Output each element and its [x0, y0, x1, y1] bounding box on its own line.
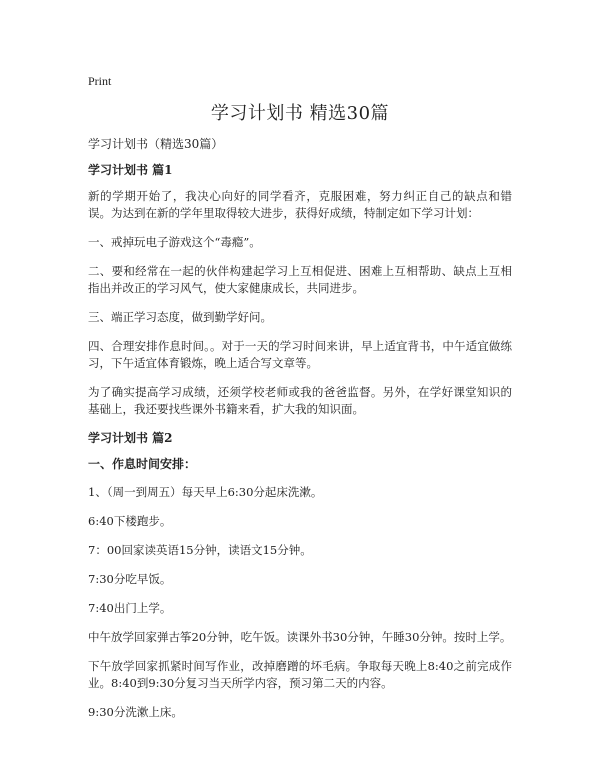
- section-1-paragraph: 四、合理安排作息时间。。对于一天的学习时间来讲，早上适宜背书，中午适宜做练习，下午适宜体育锻炼，晚上适合写文章等。: [88, 339, 512, 370]
- section-1-paragraph: 二、要和经常在一起的伙伴构建起学习上互相促进、困难上互相帮助、缺点上互相指出并改正的学习风气，使大家健康成长，共同进步。: [88, 264, 512, 295]
- section-2-heading: 学习计划书 篇2: [88, 431, 173, 445]
- section-2-paragraph: 7：00回家读英语15分钟，读语文15分钟。: [88, 543, 312, 557]
- section-2-paragraph: 1、（周一到周五）每天早上6:30分起床洗漱。: [88, 485, 323, 499]
- document-subtitle: 学习计划书（精选30篇）: [88, 137, 224, 151]
- section-2-paragraph: 7:40出门上学。: [88, 601, 172, 615]
- section-1-paragraph: 为了确实提高学习成绩，还须学校老师或我的爸爸监督。另外，在学好课堂知识的基础上，我还要找些课外书籍来看，扩大我的知识面。: [88, 385, 512, 416]
- section-2-paragraph: 9:30分洗漱上床。: [88, 705, 183, 719]
- section-1-heading: 学习计划书 篇1: [88, 163, 173, 177]
- section-2-subheading: 一、作息时间安排：: [88, 457, 197, 471]
- print-link[interactable]: Print: [88, 74, 112, 88]
- document-title: 学习计划书 精选30篇: [210, 103, 390, 124]
- section-1-paragraph: 三、端正学习态度，做到勤学好问。: [88, 310, 272, 324]
- section-2-paragraph: 7:30分吃早饭。: [88, 572, 172, 586]
- section-1-paragraph: 新的学期开始了，我决心向好的同学看齐，克服困难，努力纠正自己的缺点和错误。为达到在新的学年里取得较大进步，获得好成绩，特制定如下学习计划：: [88, 189, 512, 220]
- section-2-paragraph: 6:40下楼跑步。: [88, 514, 172, 528]
- section-2-paragraph: 中午放学回家弹古筝20分钟，吃午饭。读课外书30分钟，午睡30分钟。按时上学。: [88, 630, 512, 644]
- section-1-paragraph: 一、戒掉玩电子游戏这个“毒瘾”。: [88, 235, 261, 249]
- section-2-paragraph: 下午放学回家抓紧时间写作业，改掉磨蹭的坏毛病。争取每天晚上8:40之前完成作业。8:40到9:30分复习当天所学内容，预习第二天的内容。: [88, 659, 512, 690]
